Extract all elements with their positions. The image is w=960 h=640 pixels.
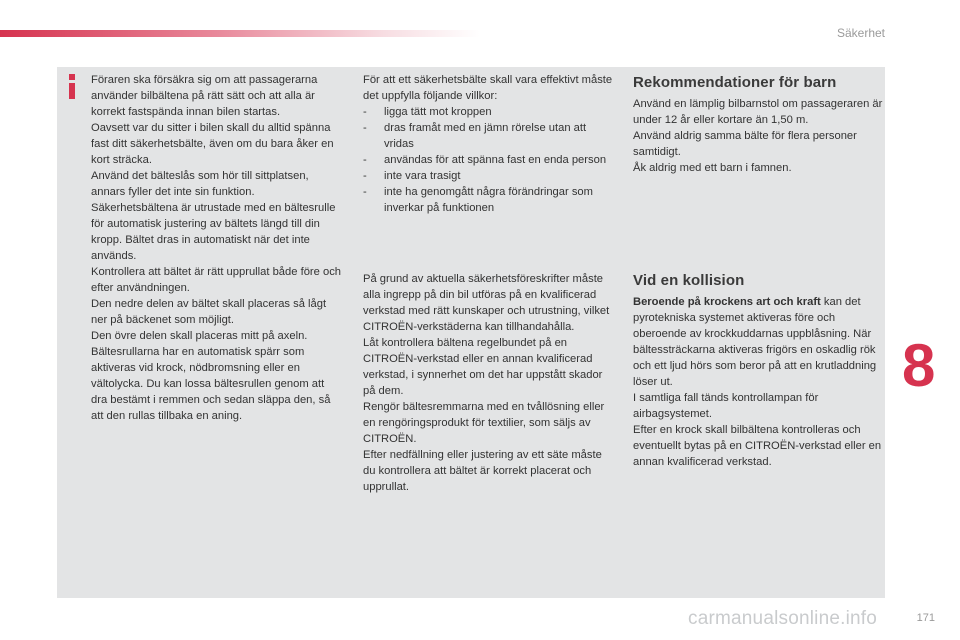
seatbelt-conditions-column <box>363 72 613 216</box>
paragraph: Använd aldrig samma bälte för flera personer samtidigt. <box>633 130 857 158</box>
paragraph: Åk aldrig med ett barn i famnen. <box>633 162 792 174</box>
paragraph: Bältesrullarna har en automatisk spärr som aktiveras vid krock, nödbromsning eller en vältolycka. Du kan lossa bältesrullen genom att dra bestämt i remmen och sedan släppa den, så att den rullas tillbaka en aning. <box>91 346 331 422</box>
paragraph: Låt kontrollera bältena regelbundet på en CITROËN-verkstad eller en annan kvalificerad verkstad, i synnerhet om det har uppstått skador på dem. <box>363 337 603 397</box>
list-item: - dras framåt med en jämn rörelse utan att vridas <box>363 122 587 150</box>
paragraph: I samtliga fall tänds kontrollampan för airbagsystemet. <box>633 392 819 420</box>
list-item: - ligga tätt mot kroppen <box>363 106 492 118</box>
collision-heading: Vid en kollision <box>633 272 745 289</box>
seatbelt-instructions-column <box>91 72 341 424</box>
conditions-intro: För att ett säkerhetsbälte skall vara effektivt måste det uppfylla följande villkor: <box>363 74 613 102</box>
children-recommendations-text <box>633 96 883 176</box>
page-number: 171 <box>916 612 935 624</box>
paragraph: Rengör bältesremmarna med en tvållösning eller en rengöringsprodukt för textilier, som säljs av CITROËN. <box>363 401 605 445</box>
watermark: carmanualsonline.info <box>688 608 878 629</box>
paragraph: Efter nedfällning eller justering av ett säte måste du kontrollera att bältet är korrekt placerat och upprullat. <box>363 449 602 493</box>
section-title: Säkerhet <box>836 26 885 40</box>
maintenance-column <box>363 271 613 495</box>
lead-text: kan det pyrotekniska systemet aktiveras före och oberoende av krockkuddarnas uppblåsning. När bältessträckarna aktiveras frigörs en oskadlig rök och ett ljud hörs som beror på att en krutladdning löser ut. <box>633 296 877 388</box>
collision-text <box>633 294 883 470</box>
paragraph: Den övre delen skall placeras mitt på axeln. <box>91 330 308 342</box>
list-item: - inte ha genomgått några förändringar som inverkar på funktionen <box>363 186 593 214</box>
paragraph: Använd en lämplig bilbarnstol om passageraren är under 12 år eller kortare än 1,50 m. <box>633 98 883 126</box>
paragraph: Säkerhetsbältena är utrustade med en bältesrulle för automatisk justering av bältets längd till din kropp. Bältet dras in automatiskt när det inte används. <box>91 202 336 262</box>
conditions-list <box>363 104 613 216</box>
paragraph: Föraren ska försäkra sig om att passagerarna använder bilbältena på rätt sätt och att alla är korrekt fastspända innan bilen startas. <box>91 74 318 118</box>
paragraph: Kontrollera att bältet är rätt upprullat både före och efter användningen. <box>91 266 342 294</box>
paragraph: Efter en krock skall bilbältena kontrolleras och eventuellt bytas på en CITROËN-verkstad eller en annan kvalificerad verkstad. <box>633 424 882 468</box>
list-item: - inte vara trasigt <box>363 170 461 182</box>
paragraph: På grund av aktuella säkerhetsföreskrifter måste alla ingrepp på din bil utföras på en kvalificerad verkstad med rätt kunskaper och utrustning, vilket CITROËN-verkstäderna kan tillhandahålla. <box>363 273 610 333</box>
list-item: - användas för att spänna fast en enda person <box>363 154 607 166</box>
lead-bold-text: Beroende på krockens art och kraft <box>633 296 821 308</box>
paragraph: Oavsett var du sitter i bilen skall du alltid spänna fast ditt säkerhetsbälte, även om du bara åker en kort sträcka. <box>91 122 334 166</box>
top-accent-stripe <box>0 30 480 37</box>
paragraph: Den nedre delen av bältet skall placeras så lågt ner på bäckenet som möjligt. <box>91 298 327 326</box>
chapter-number: 8 <box>902 332 936 399</box>
children-recommendations-heading: Rekommendationer för barn <box>633 74 837 91</box>
info-icon <box>64 73 80 101</box>
paragraph <box>633 294 883 390</box>
paragraph: Använd det bälteslås som hör till sittplatsen, annars fyller det inte sin funktion. <box>91 170 309 198</box>
